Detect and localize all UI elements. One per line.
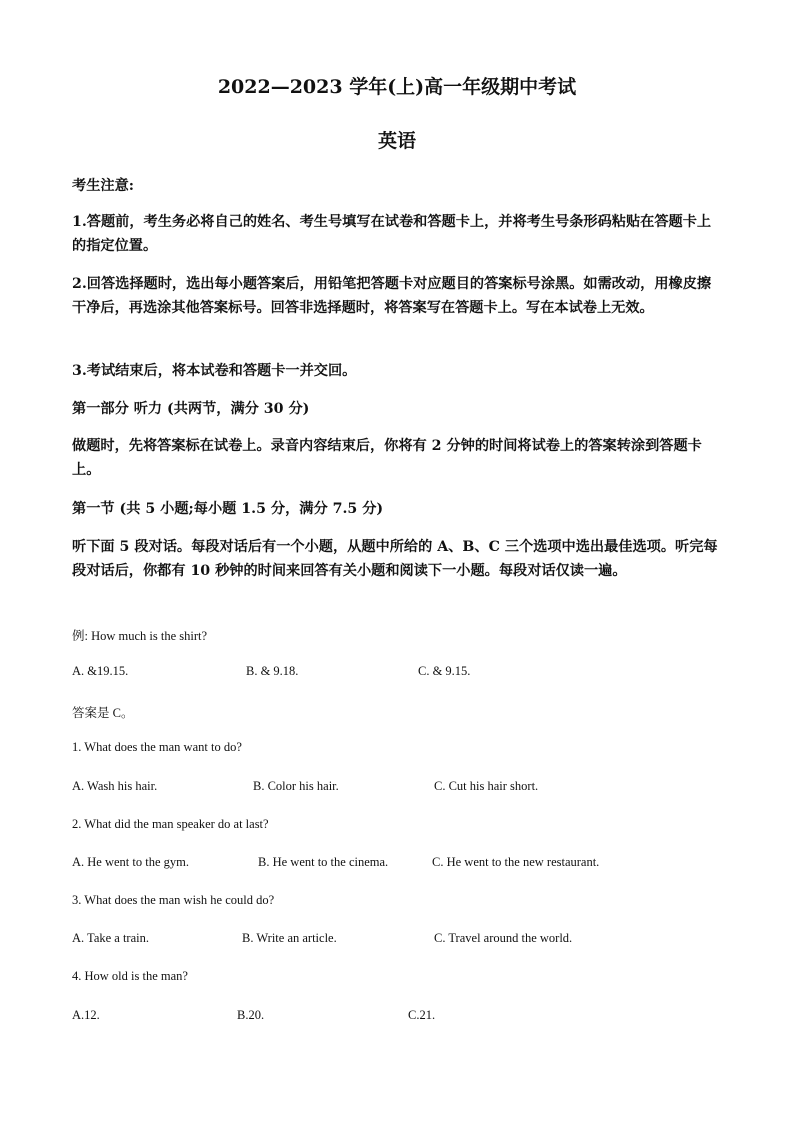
example-option-a: A. &19.15.	[72, 664, 129, 678]
part1-heading: 第一部分 听力 (共两节，满分 30 分)	[72, 401, 310, 417]
example-question: 例: How much is the shirt?	[72, 629, 208, 643]
notice-item-3: 3.考试结束后，将本试卷和答题卡一并交回。	[72, 363, 357, 379]
notice-item-1: 1.答题前，考生务必将自己的姓名、考生号填写在试卷和答题卡上，并将考生号条形码粘贴在答题卡上的指定位置。	[72, 214, 712, 254]
section1-heading: 第一节 (共 5 小题;每小题 1.5 分，满分 7.5 分)	[72, 501, 384, 517]
question-1-stem: 1. What does the man want to do?	[72, 740, 242, 754]
section1-instruction: 听下面 5 段对话。每段对话后有一个小题，从题中所给的 A、B、C 三个选项中选出最佳选项。听完每段对话后，你都有 10 秒钟的时间来回答有关小题和阅读下一小题。每段对话仅读一遍。	[72, 539, 718, 579]
question-4-option-b: B.20.	[237, 1008, 265, 1022]
notice-item-2: 2.回答选择题时，选出每小题答案后，用铅笔把答题卡对应题目的答案标号涂黑。如需改动，用橡皮擦干净后，再选涂其他答案标号。回答非选择题时，将答案写在答题卡上。写在本试卷上无效。	[72, 276, 712, 316]
question-2-option-a: A. He went to the gym.	[72, 855, 189, 869]
question-3-option-c: C. Travel around the world.	[434, 931, 573, 945]
exam-title: 2022—2023 学年(上)高一年级期中考试	[217, 76, 577, 98]
question-4-option-a: A.12.	[72, 1008, 100, 1022]
question-1-option-b: B. Color his hair.	[253, 779, 339, 793]
question-2-option-c: C. He went to the new restaurant.	[432, 855, 600, 869]
question-3-option-a: A. Take a train.	[72, 931, 149, 945]
notice-heading: 考生注意:	[72, 178, 134, 194]
question-2-stem: 2. What did the man speaker do at last?	[72, 817, 269, 831]
question-2-option-b: B. He went to the cinema.	[258, 855, 389, 869]
question-4-option-c: C.21.	[408, 1008, 436, 1022]
part1-instruction: 做题时，先将答案标在试卷上。录音内容结束后，你将有 2 分钟的时间将试卷上的答案转涂到答题卡上。	[72, 438, 702, 478]
question-4-stem: 4. How old is the man?	[72, 969, 188, 983]
question-1-option-a: A. Wash his hair.	[72, 779, 158, 793]
example-answer: 答案是 C。	[72, 706, 134, 720]
example-option-c: C. & 9.15.	[418, 664, 471, 678]
question-1-option-c: C. Cut his hair short.	[434, 779, 539, 793]
question-3-option-b: B. Write an article.	[242, 931, 337, 945]
question-3-stem: 3. What does the man wish he could do?	[72, 893, 275, 907]
example-option-b: B. & 9.18.	[246, 664, 299, 678]
exam-subject: 英语	[377, 130, 416, 152]
